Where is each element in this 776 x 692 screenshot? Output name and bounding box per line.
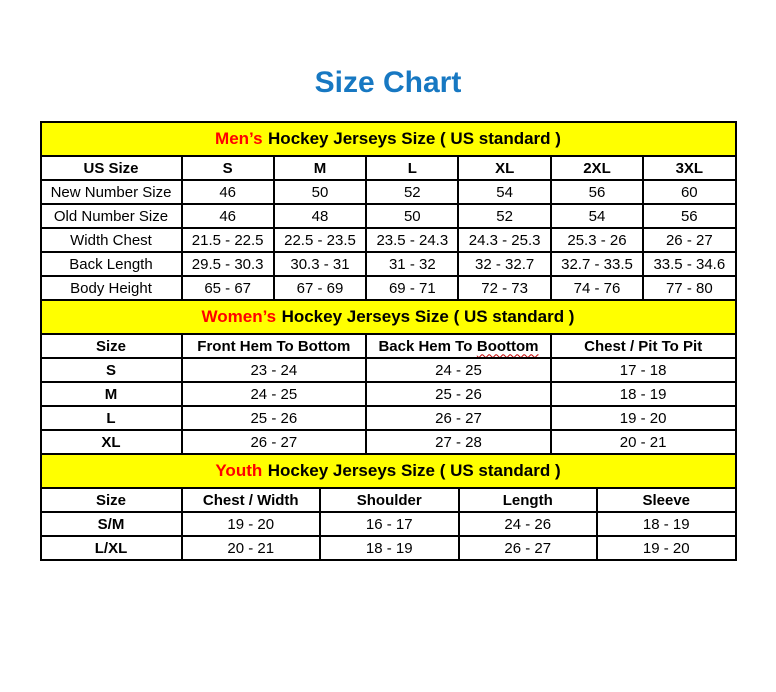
table-row <box>41 430 736 454</box>
mens-size-table <box>40 121 737 301</box>
mens-table-body <box>41 180 736 300</box>
size-value: 24 - 26 <box>459 512 598 536</box>
mens-column-header-row <box>41 156 736 180</box>
size-value: 25.3 - 26 <box>551 228 643 252</box>
youth-category-label: Youth <box>215 461 263 480</box>
size-value: 26 - 27 <box>182 430 367 454</box>
column-header: Chest / Pit To Pit <box>551 334 736 358</box>
column-header: M <box>274 156 366 180</box>
row-label: Old Number Size <box>41 204 182 228</box>
size-value: 17 - 18 <box>551 358 736 382</box>
table-row <box>41 382 736 406</box>
womens-column-header-row <box>41 334 736 358</box>
table-row <box>41 512 736 536</box>
size-value: 50 <box>366 204 458 228</box>
row-label: Back Length <box>41 252 182 276</box>
womens-section-header <box>41 300 736 334</box>
size-value: 18 - 19 <box>320 536 459 560</box>
row-label: Body Height <box>41 276 182 300</box>
size-value: 60 <box>643 180 735 204</box>
size-value: 20 - 21 <box>551 430 736 454</box>
table-row <box>41 180 736 204</box>
size-value: 29.5 - 30.3 <box>182 252 274 276</box>
mens-section-title: Hockey Jerseys Size ( US standard ) <box>268 129 561 148</box>
womens-table-body <box>41 358 736 454</box>
page-title: Size Chart <box>314 66 462 99</box>
womens-category-label: Women’s <box>201 307 277 326</box>
row-label: XL <box>41 430 182 454</box>
size-value: 54 <box>551 204 643 228</box>
column-header: 3XL <box>643 156 735 180</box>
table-row <box>41 536 736 560</box>
youth-section-header-row <box>41 454 736 488</box>
column-header: Sleeve <box>597 488 736 512</box>
row-label: L/XL <box>41 536 182 560</box>
mens-category-label: Men’s <box>215 129 263 148</box>
size-value: 72 - 73 <box>458 276 550 300</box>
row-label: Width Chest <box>41 228 182 252</box>
size-value: 26 - 27 <box>366 406 551 430</box>
column-header: S <box>182 156 274 180</box>
table-row <box>41 358 736 382</box>
womens-section-header-row <box>41 300 736 334</box>
size-value: 24.3 - 25.3 <box>458 228 550 252</box>
size-value: 19 - 20 <box>551 406 736 430</box>
womens-size-table <box>40 299 737 455</box>
size-value: 56 <box>551 180 643 204</box>
mens-section-header-row <box>41 122 736 156</box>
size-value: 19 - 20 <box>597 536 736 560</box>
column-header: Size <box>41 488 182 512</box>
size-value: 56 <box>643 204 735 228</box>
row-label: New Number Size <box>41 180 182 204</box>
size-value: 46 <box>182 204 274 228</box>
size-value: 48 <box>274 204 366 228</box>
mens-section-header <box>41 122 736 156</box>
row-label: S <box>41 358 182 382</box>
column-header: Chest / Width <box>182 488 321 512</box>
misspelled-word: Boottom <box>476 337 539 355</box>
column-header: 2XL <box>551 156 643 180</box>
size-value: 23.5 - 24.3 <box>366 228 458 252</box>
size-value: 31 - 32 <box>366 252 458 276</box>
column-header: US Size <box>41 156 182 180</box>
size-value: 25 - 26 <box>366 382 551 406</box>
table-row <box>41 252 736 276</box>
size-value: 27 - 28 <box>366 430 551 454</box>
row-label: L <box>41 406 182 430</box>
size-value: 19 - 20 <box>182 512 321 536</box>
size-chart <box>40 121 737 561</box>
size-value: 54 <box>458 180 550 204</box>
size-value: 33.5 - 34.6 <box>643 252 735 276</box>
table-row <box>41 228 736 252</box>
row-label: M <box>41 382 182 406</box>
table-row <box>41 406 736 430</box>
size-value: 21.5 - 22.5 <box>182 228 274 252</box>
size-value: 26 - 27 <box>643 228 735 252</box>
size-value: 20 - 21 <box>182 536 321 560</box>
size-value: 67 - 69 <box>274 276 366 300</box>
youth-size-table <box>40 453 737 561</box>
size-value: 30.3 - 31 <box>274 252 366 276</box>
column-header <box>366 334 551 358</box>
size-value: 24 - 25 <box>182 382 367 406</box>
size-value: 32 - 32.7 <box>458 252 550 276</box>
column-header: XL <box>458 156 550 180</box>
size-value: 46 <box>182 180 274 204</box>
size-value: 26 - 27 <box>459 536 598 560</box>
size-value: 22.5 - 23.5 <box>274 228 366 252</box>
size-value: 25 - 26 <box>182 406 367 430</box>
size-value: 18 - 19 <box>551 382 736 406</box>
youth-table-body <box>41 512 736 560</box>
size-value: 77 - 80 <box>643 276 735 300</box>
size-value: 24 - 25 <box>366 358 551 382</box>
youth-column-header-row <box>41 488 736 512</box>
column-header: L <box>366 156 458 180</box>
size-value: 16 - 17 <box>320 512 459 536</box>
youth-section-title: Hockey Jerseys Size ( US standard ) <box>267 461 561 480</box>
size-value: 74 - 76 <box>551 276 643 300</box>
table-row <box>41 276 736 300</box>
size-value: 23 - 24 <box>182 358 367 382</box>
size-value: 50 <box>274 180 366 204</box>
size-value: 32.7 - 33.5 <box>551 252 643 276</box>
size-value: 65 - 67 <box>182 276 274 300</box>
column-header: Front Hem To Bottom <box>182 334 367 358</box>
size-value: 18 - 19 <box>597 512 736 536</box>
youth-section-header <box>41 454 736 488</box>
size-value: 69 - 71 <box>366 276 458 300</box>
womens-section-title: Hockey Jerseys Size ( US standard ) <box>281 307 575 326</box>
size-value: 52 <box>458 204 550 228</box>
size-value: 52 <box>366 180 458 204</box>
column-header: Length <box>459 488 598 512</box>
row-label: S/M <box>41 512 182 536</box>
column-header-text: Back Hem To <box>378 337 473 355</box>
column-header: Size <box>41 334 182 358</box>
column-header: Shoulder <box>320 488 459 512</box>
table-row <box>41 204 736 228</box>
